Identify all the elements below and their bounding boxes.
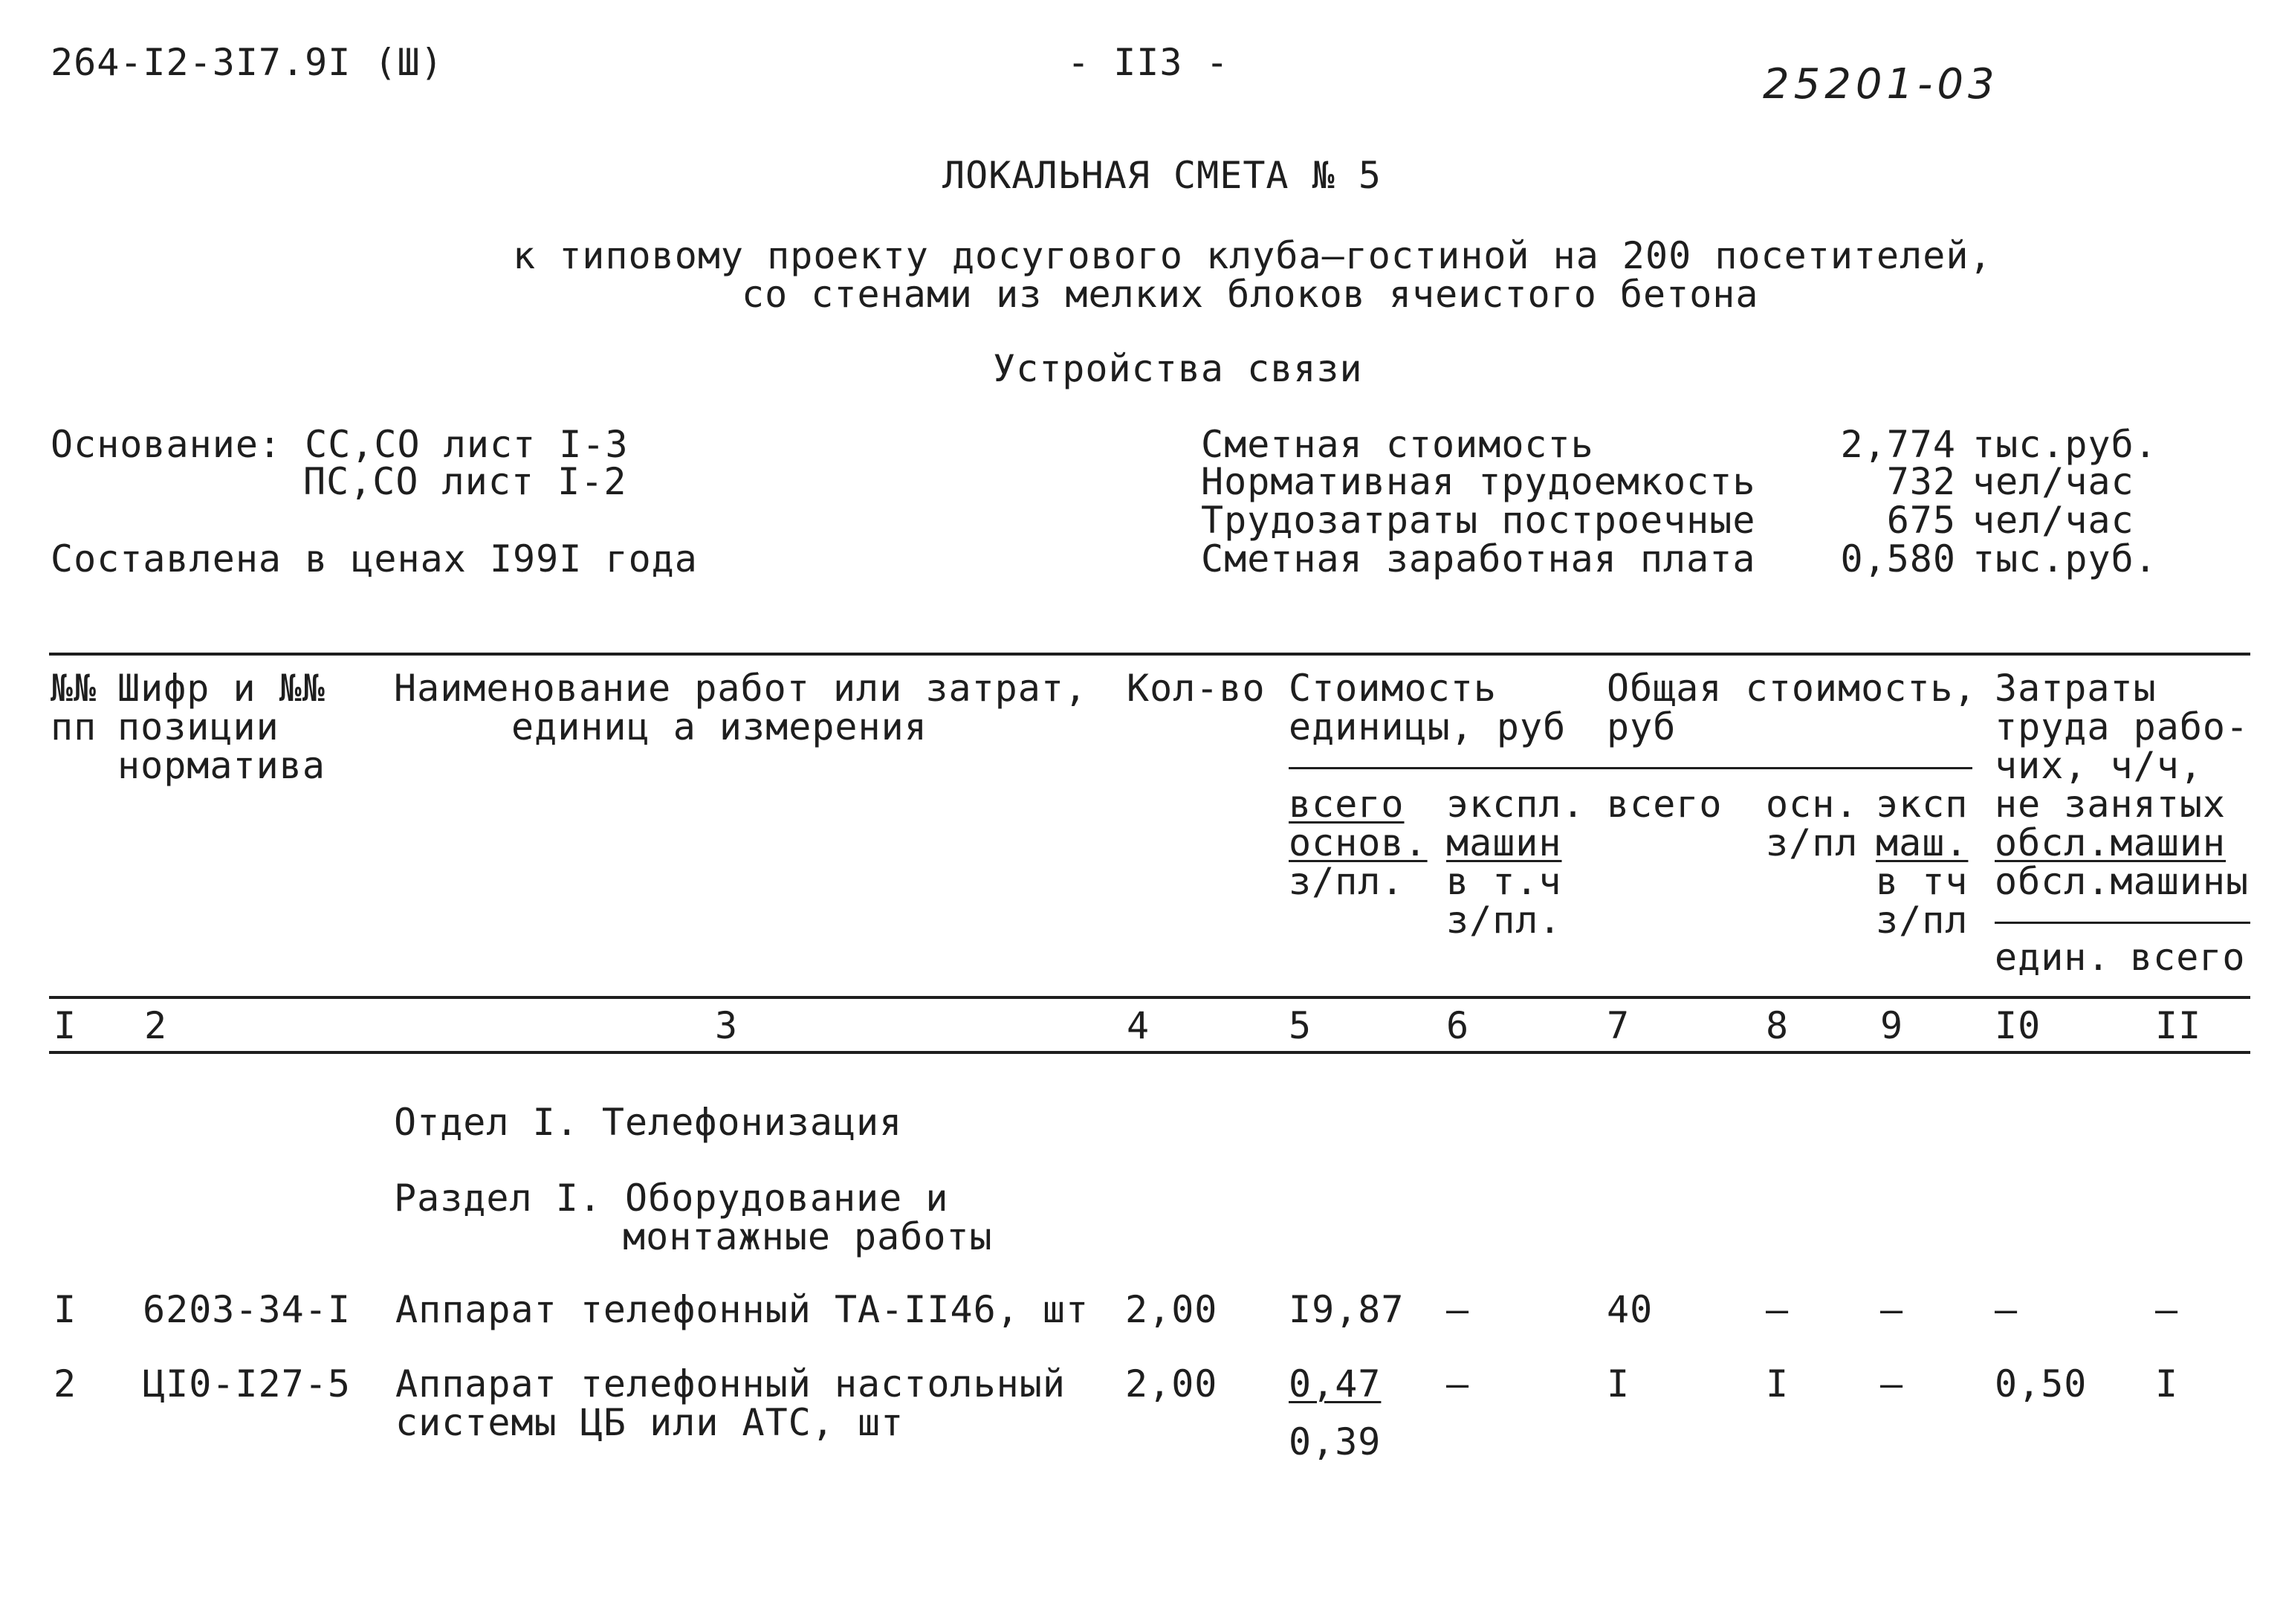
col5-header-base: основ. [1289, 821, 1428, 864]
basis-line2: ПС,СО лист I-2 [303, 460, 627, 503]
col8-header-wage: осн. з/пл [1766, 783, 1859, 864]
column-number: I0 [1995, 1004, 2041, 1047]
row-unit-wage: 0,39 [1289, 1420, 1382, 1463]
row-quantity: 2,00 [1125, 1288, 1218, 1331]
row-labor-unit: 0,50 [1995, 1362, 2088, 1405]
row-total-machines: – [1880, 1362, 1904, 1405]
summary-unit: тыс.руб. [1972, 537, 2157, 580]
row-unit-machines: – [1446, 1288, 1470, 1331]
summary-unit: чел/час [1972, 460, 2134, 503]
column-number: I [54, 1004, 77, 1047]
page-number: - II3 - [1067, 41, 1229, 84]
column-number: II [2155, 1004, 2202, 1047]
summary-value: 2,774 [1840, 423, 1956, 466]
column-number: 3 [715, 1004, 739, 1047]
col-header-code: Шифр и №№ позиции норматива [117, 667, 326, 787]
col9-header-operation: эксп [1876, 783, 1969, 826]
column-number: 8 [1766, 1004, 1790, 1047]
row-labor-unit: – [1995, 1288, 2018, 1331]
col-header-unit-cost: Стоимость единицы, руб [1289, 667, 1567, 748]
row-quantity: 2,00 [1125, 1362, 1218, 1405]
row-name: Аппарат телефонный настольный [395, 1362, 1066, 1405]
col6-header-wage: в т.ч з/пл. [1446, 860, 1562, 942]
row-total-machines: – [1880, 1288, 1904, 1331]
row-unit-cost: 0,47 [1289, 1362, 1382, 1405]
labor-header-rule [1995, 922, 2250, 924]
summary-label: Нормативная трудоемкость [1201, 460, 1756, 503]
labor-header-total: всего [2130, 936, 2246, 979]
col5-header-wage: з/пл. [1289, 860, 1405, 903]
estimate-title: ЛОКАЛЬНАЯ СМЕТА № 5 [942, 154, 1382, 197]
summary-label: Сметная стоимость [1201, 423, 1594, 466]
handwritten-document-number: 25201-03 [1763, 60, 1999, 109]
summary-value: 0,580 [1840, 537, 1956, 580]
row-total-wage: – [1766, 1288, 1790, 1331]
summary-unit: тыс.руб. [1972, 423, 2157, 466]
summary-label: Сметная заработная плата [1201, 537, 1756, 580]
table-top-rule [49, 653, 2250, 656]
section-heading-line2: монтажные работы [623, 1215, 993, 1258]
row-unit-cost: I9,87 [1289, 1288, 1405, 1331]
price-level-note: Составлена в ценах I99I года [51, 537, 698, 580]
col-header-name-line1: Наименование работ или затрат, [394, 667, 1088, 710]
document-code: 264-I2-3I7.9I (Ш) [51, 41, 444, 84]
row-labor-total: I [2155, 1362, 2179, 1405]
row-code: ЦI0-I27-5 [143, 1362, 351, 1405]
summary-value: 675 [1886, 499, 1956, 542]
row-total-wage: I [1766, 1362, 1790, 1405]
column-number: 7 [1607, 1004, 1631, 1047]
labor-header-machine: обсл.машины [1995, 860, 2250, 903]
col7-header-total: всего [1607, 783, 1723, 826]
col5-header-total: всего [1289, 783, 1405, 826]
summary-label: Трудозатраты построечные [1201, 499, 1756, 542]
row-name-continued: системы ЦБ или АТС, шт [395, 1401, 904, 1444]
estimate-section-title: Устройства связи [993, 347, 1363, 390]
row-total: I [1607, 1362, 1631, 1405]
col9-header-machines: маш. [1876, 821, 1969, 864]
column-number: 5 [1289, 1004, 1312, 1047]
col-header-quantity: Кол-во [1127, 667, 1266, 710]
row-labor-total: – [2155, 1288, 2179, 1331]
row-number: I [54, 1288, 77, 1331]
labor-header-machines: обсл.машин [1995, 821, 2227, 864]
col6-header-operation: экспл. [1446, 783, 1585, 826]
column-number: 2 [144, 1004, 168, 1047]
summary-value: 732 [1886, 460, 1956, 503]
row-total: 40 [1607, 1288, 1654, 1331]
row-name: Аппарат телефонный ТА-II46, шт [395, 1288, 1089, 1331]
row-unit-machines: – [1446, 1362, 1470, 1405]
column-number: 6 [1446, 1004, 1470, 1047]
cost-header-rule [1289, 767, 1972, 769]
col-header-name-line2: единиц а измерения [511, 705, 927, 748]
estimate-subtitle-line1: к типовому проекту досугового клуба–гостиной на 200 посетителей, [513, 234, 1992, 277]
row-number: 2 [54, 1362, 77, 1405]
basis-line1: Основание: СС,СО лист I-3 [51, 423, 629, 466]
column-number: 9 [1880, 1004, 1904, 1047]
row-code: 6203-34-I [143, 1288, 351, 1331]
col-header-total-cost: Общая стоимость, руб [1607, 667, 1977, 748]
col9-header-wage: в тч з/пл [1876, 860, 1969, 942]
estimate-subtitle-line2: со стенами из мелких блоков ячеистого бетона [742, 273, 1759, 316]
column-numbers-rule [49, 1051, 2250, 1054]
col-header-number: №№ пп [51, 667, 97, 748]
summary-unit: чел/час [1972, 499, 2134, 542]
header-bottom-rule [49, 996, 2250, 999]
department-heading: Отдел I. Телефонизация [394, 1101, 903, 1144]
col6-header-machines: машин [1446, 821, 1562, 864]
section-heading-line1: Раздел I. Оборудование и [394, 1177, 949, 1220]
col-header-labor: Затраты труда рабо- чих, ч/ч, не занятых [1995, 667, 2250, 826]
column-number: 4 [1127, 1004, 1150, 1047]
labor-header-unit: един. [1995, 936, 2111, 979]
